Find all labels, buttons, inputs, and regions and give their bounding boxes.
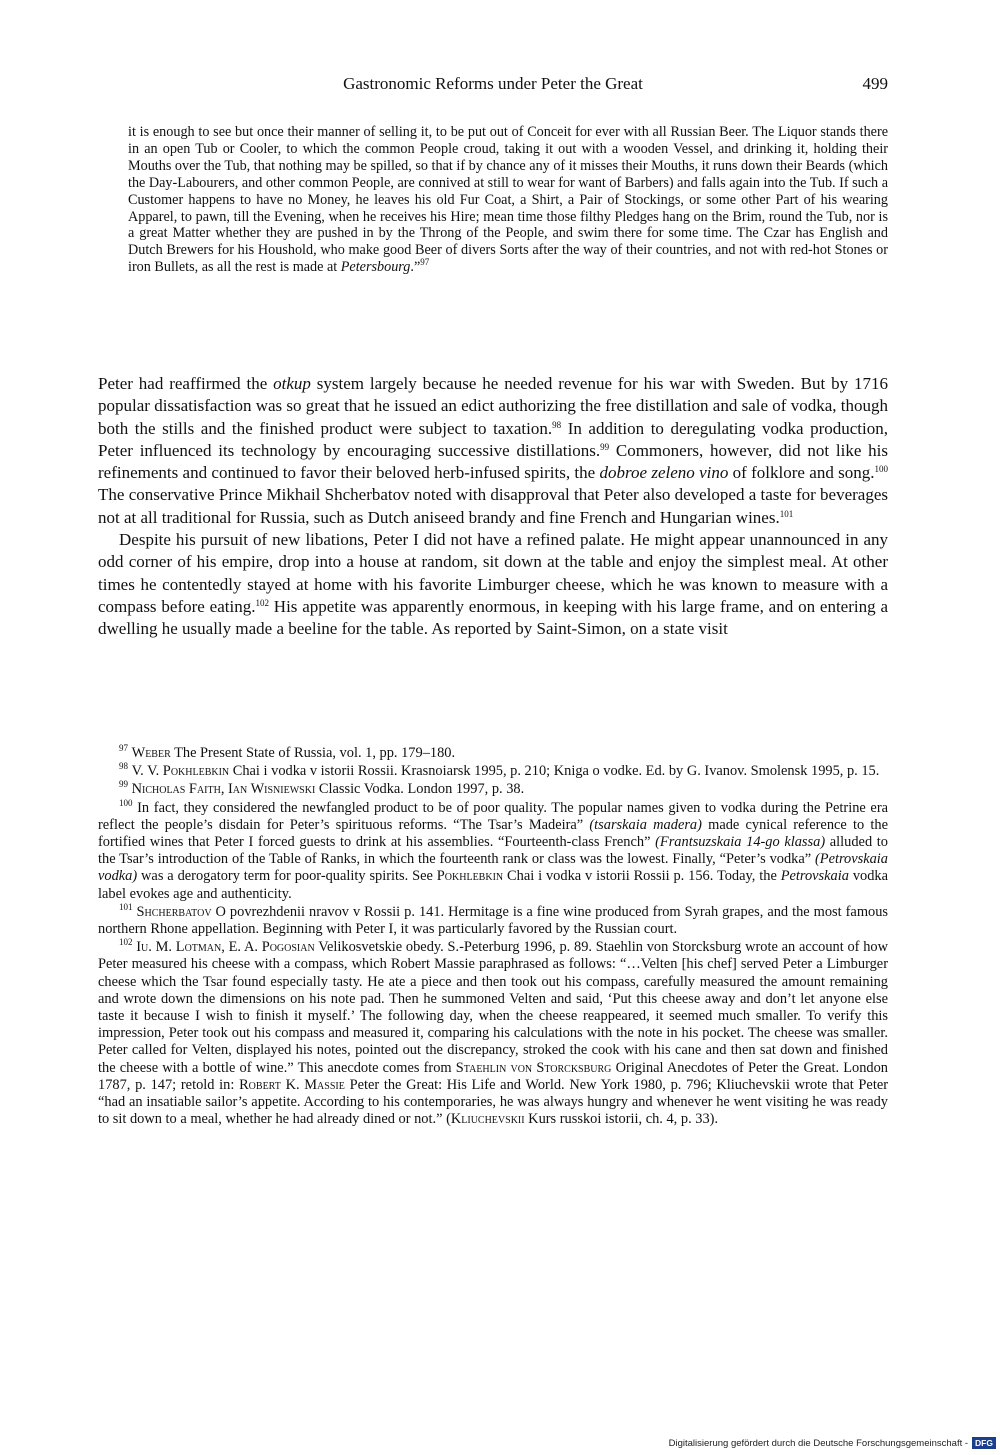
paragraph-2 bbox=[98, 529, 888, 640]
term-vino: dobroe zeleno vino bbox=[599, 463, 729, 483]
term-otkup: otkup bbox=[273, 374, 311, 393]
footnotes bbox=[98, 745, 888, 1129]
note-ref-97[interactable]: 97 bbox=[420, 257, 430, 268]
footnote-text: vodka label evokes age and authenticity. bbox=[98, 868, 888, 902]
footnote-author: Nicholas Faith, Ian Wisniewski bbox=[131, 781, 316, 798]
note-ref-101[interactable]: 101 bbox=[779, 508, 794, 519]
quote-text: it is enough to see but once their manner of selling it, to be put out of Conceit for ever with all Russian Beer. The Liquor stands there in an open Tub or Cooler, to which the common People croud, taking it out with a wooden Vessel, and drinking it, holding their Mouths over the Tub, that nothing may be spilled, so that if by chance any of it misses their Mouths, it runs down their Beards (which the Day-Labourers, and other common People, are connived at still to wear for want of Barbers) and falls again into the Tub. If such a Customer happens to have no Money, he leaves his old Fur Coat, a Shirt, a Pair of Stockings, or some other Part of his wearing Apparel, to pawn, till the Evening, when he receives his Hire; mean time those filthy Pledges hang on the Brim, round the Tub, nor is a great Matter whether they are pushed in by the Throng of the People, and swim there for some time. The Czar has English and Dutch Brewers for his Houshold, who make good Beer of divers Sorts after the way of their countries, and not with red-hot Stones or iron Bullets, as all the rest is made at bbox=[128, 124, 888, 276]
text-span: system largely because he needed revenue for his war with Sweden. But by 1716 popular dissatisfaction was so great that he issued an edict authorizing the free distillation and sale of vodka, though both the stills and the finished product were subject to taxation. bbox=[98, 374, 888, 438]
footnote-text: Original Anecdotes of Peter the Great. London 1787, p. 147; retold in: bbox=[98, 1059, 888, 1093]
footnote-text: Kurs russkoi istorii, ch. 4, p. 33). bbox=[524, 1111, 719, 1128]
digitization-footer bbox=[669, 1437, 996, 1449]
footnote-italic: Petrovskaia bbox=[780, 868, 849, 885]
quote-place: Petersbourg bbox=[340, 259, 411, 276]
block-quote bbox=[128, 124, 888, 276]
footnote-97 bbox=[98, 745, 888, 762]
paragraph-1 bbox=[98, 373, 888, 529]
page-number: 499 bbox=[862, 74, 888, 93]
note-ref-100[interactable]: 100 bbox=[874, 464, 888, 475]
text-span: The conservative Prince Mikhail Shcherbatov noted with disapproval that Peter also developed a taste for beverages not at all traditional for Russia, such as Dutch aniseed brandy and fine French and Hungarian wines. bbox=[98, 485, 888, 527]
quote-closing: .” bbox=[410, 259, 421, 276]
dfg-logo: DFG bbox=[972, 1437, 996, 1449]
footnote-text: was a derogatory term for poor-quality spirits. See bbox=[137, 868, 437, 885]
footnote-author: Iu. M. Lotman, E. A. Pogosian bbox=[136, 939, 315, 956]
text-span: of folklore and song. bbox=[728, 463, 875, 483]
footnote-author: Staehlin von Storcksburg bbox=[455, 1059, 612, 1076]
footnote-italic: (tsarskaia madera) bbox=[589, 816, 702, 833]
footnote-number: 98 bbox=[119, 761, 128, 772]
text-span: Peter had reaffirmed the bbox=[98, 374, 274, 393]
footnote-text: Classic Vodka. London 1997, p. 38. bbox=[315, 781, 525, 798]
footnote-text: Chai i vodka v istorii Rossii. Krasnoiarsk 1995, p. 210; Kniga o vodke. Ed. by G. Ivanov. Smolensk 1995, p. 15. bbox=[229, 763, 880, 780]
footnote-number: 101 bbox=[119, 901, 133, 912]
footnote-author: Weber bbox=[131, 745, 171, 761]
footnote-italic: (Petrovskaia vodka) bbox=[98, 851, 888, 885]
running-title: Gastronomic Reforms under Peter the Great bbox=[343, 74, 643, 93]
footnote-98 bbox=[98, 763, 888, 780]
footnote-102 bbox=[98, 939, 888, 1128]
footnote-number: 99 bbox=[119, 779, 128, 790]
footnote-author: Pokhlebkin bbox=[436, 868, 504, 885]
footer-text: Digitalisierung gefördert durch die Deutsche Forschungsgemeinschaft - bbox=[668, 1437, 969, 1449]
note-ref-98[interactable]: 98 bbox=[552, 419, 562, 430]
footnote-text: In fact, they considered the newfangled product to be of poor quality. The popular names given to vodka during the Petrine era reflect the people’s disdain for Peter’s spirituous reforms. “The Tsar’s Madeira” bbox=[98, 799, 888, 833]
footnote-number: 100 bbox=[119, 797, 133, 808]
footnote-99 bbox=[98, 781, 888, 798]
footnote-text: Peter the Great: His Life and World. New York 1980, p. 796; Kliuchevskii wrote that Peter “had an insatiable sailor’s appetite. According to his contemporaries, he was always hungry and whenever he went visiting he was ready to sit down to a meal, whether he had already dined or not.” ( bbox=[98, 1076, 888, 1128]
footnote-text: alluded to the Tsar’s introduction of the Table of Ranks, in which the fourteenth rank or class was the lowest. Finally, “Peter’s vodka” bbox=[98, 834, 888, 868]
text-span: His appetite was apparently enormous, in keeping with his large frame, and on entering a dwelling he usually made a beeline for the table. As reported by Saint-Simon, on a state visit bbox=[98, 596, 889, 639]
footnote-author: Shcherbatov bbox=[136, 903, 212, 920]
footnote-text: made cynical reference to the fortified wines that Peter I forced guests to drink at his assemblies. “Fourteenth-class French” bbox=[98, 816, 889, 851]
body-text bbox=[98, 373, 888, 641]
footnote-author: Kliuchevskii bbox=[450, 1111, 525, 1128]
note-ref-102[interactable]: 102 bbox=[255, 597, 269, 608]
footnote-author: V. V. Pokhlebkin bbox=[131, 763, 230, 780]
page-header bbox=[98, 74, 888, 98]
footnote-text: O povrezhdenii nravov v Rossii p. 141. Hermitage is a fine wine produced from Syrah grapes, and the most famous northern Rhone appellation. Beginning with Peter I, it was particularly favored by the Russian court. bbox=[98, 903, 888, 938]
text-span: In addition to deregulating vodka production, Peter influenced its technology by encouraging successive distillations. bbox=[98, 418, 889, 460]
footnote-101 bbox=[98, 901, 888, 938]
footnote-author: Robert K. Massie bbox=[239, 1076, 345, 1093]
footnote-number: 102 bbox=[119, 937, 133, 948]
footnote-100 bbox=[98, 797, 889, 903]
text-span: Despite his pursuit of new libations, Peter I did not have a refined palate. He might appear unannounced in any odd corner of his empire, drop into a house at random, sit down at the table and enjoy the simplest meal. At other times he contentedly stayed at home with his favorite Limburger cheese, which he was known to measure with a compass before eating. bbox=[98, 530, 888, 616]
footnote-text: Velikosvetskie obedy. S.-Peterburg 1996, p. 89. Staehlin von Storcksburg wrote an account of how Peter measured his cheese with a compass, which Robert Massie paraphrased as follows: “…Velten [his chef] served Peter a Limburger cheese which the Tsar found especially tasty. He ate a piece and then took out his compass, carefully measured the amount remaining and wrote down the dimensions on his note pad. Then he summoned Velten and said, ‘Put this cheese away and don’t let anyone else taste it because I wish to finish it myself.’ The following day, when the cheese reappeared, it seemed much smaller. To verify this impression, Peter took out his compass and measured it, comparing his calculations with the note in his pocket. The cheese was smaller. Peter called for Velten, displayed his notes, pointed out the discrepancy, stroked the cook with his cane and then sat down and finished the cheese with a bottle of wine.” This anecdote comes from bbox=[98, 939, 888, 1076]
footnote-text: Chai i vodka v istorii Rossii p. 156. Today, the bbox=[503, 868, 781, 885]
footnote-text: The Present State of Russia, vol. 1, pp. 179–180. bbox=[170, 745, 456, 761]
footnote-italic: (Frantsuzskaia 14-go klassa) bbox=[655, 834, 826, 851]
text-span: Commoners, however, did not like his refinements and continued to favor their beloved herb-infused spirits, the bbox=[98, 440, 888, 483]
footnote-number: 97 bbox=[119, 743, 128, 753]
note-ref-99[interactable]: 99 bbox=[600, 441, 610, 452]
